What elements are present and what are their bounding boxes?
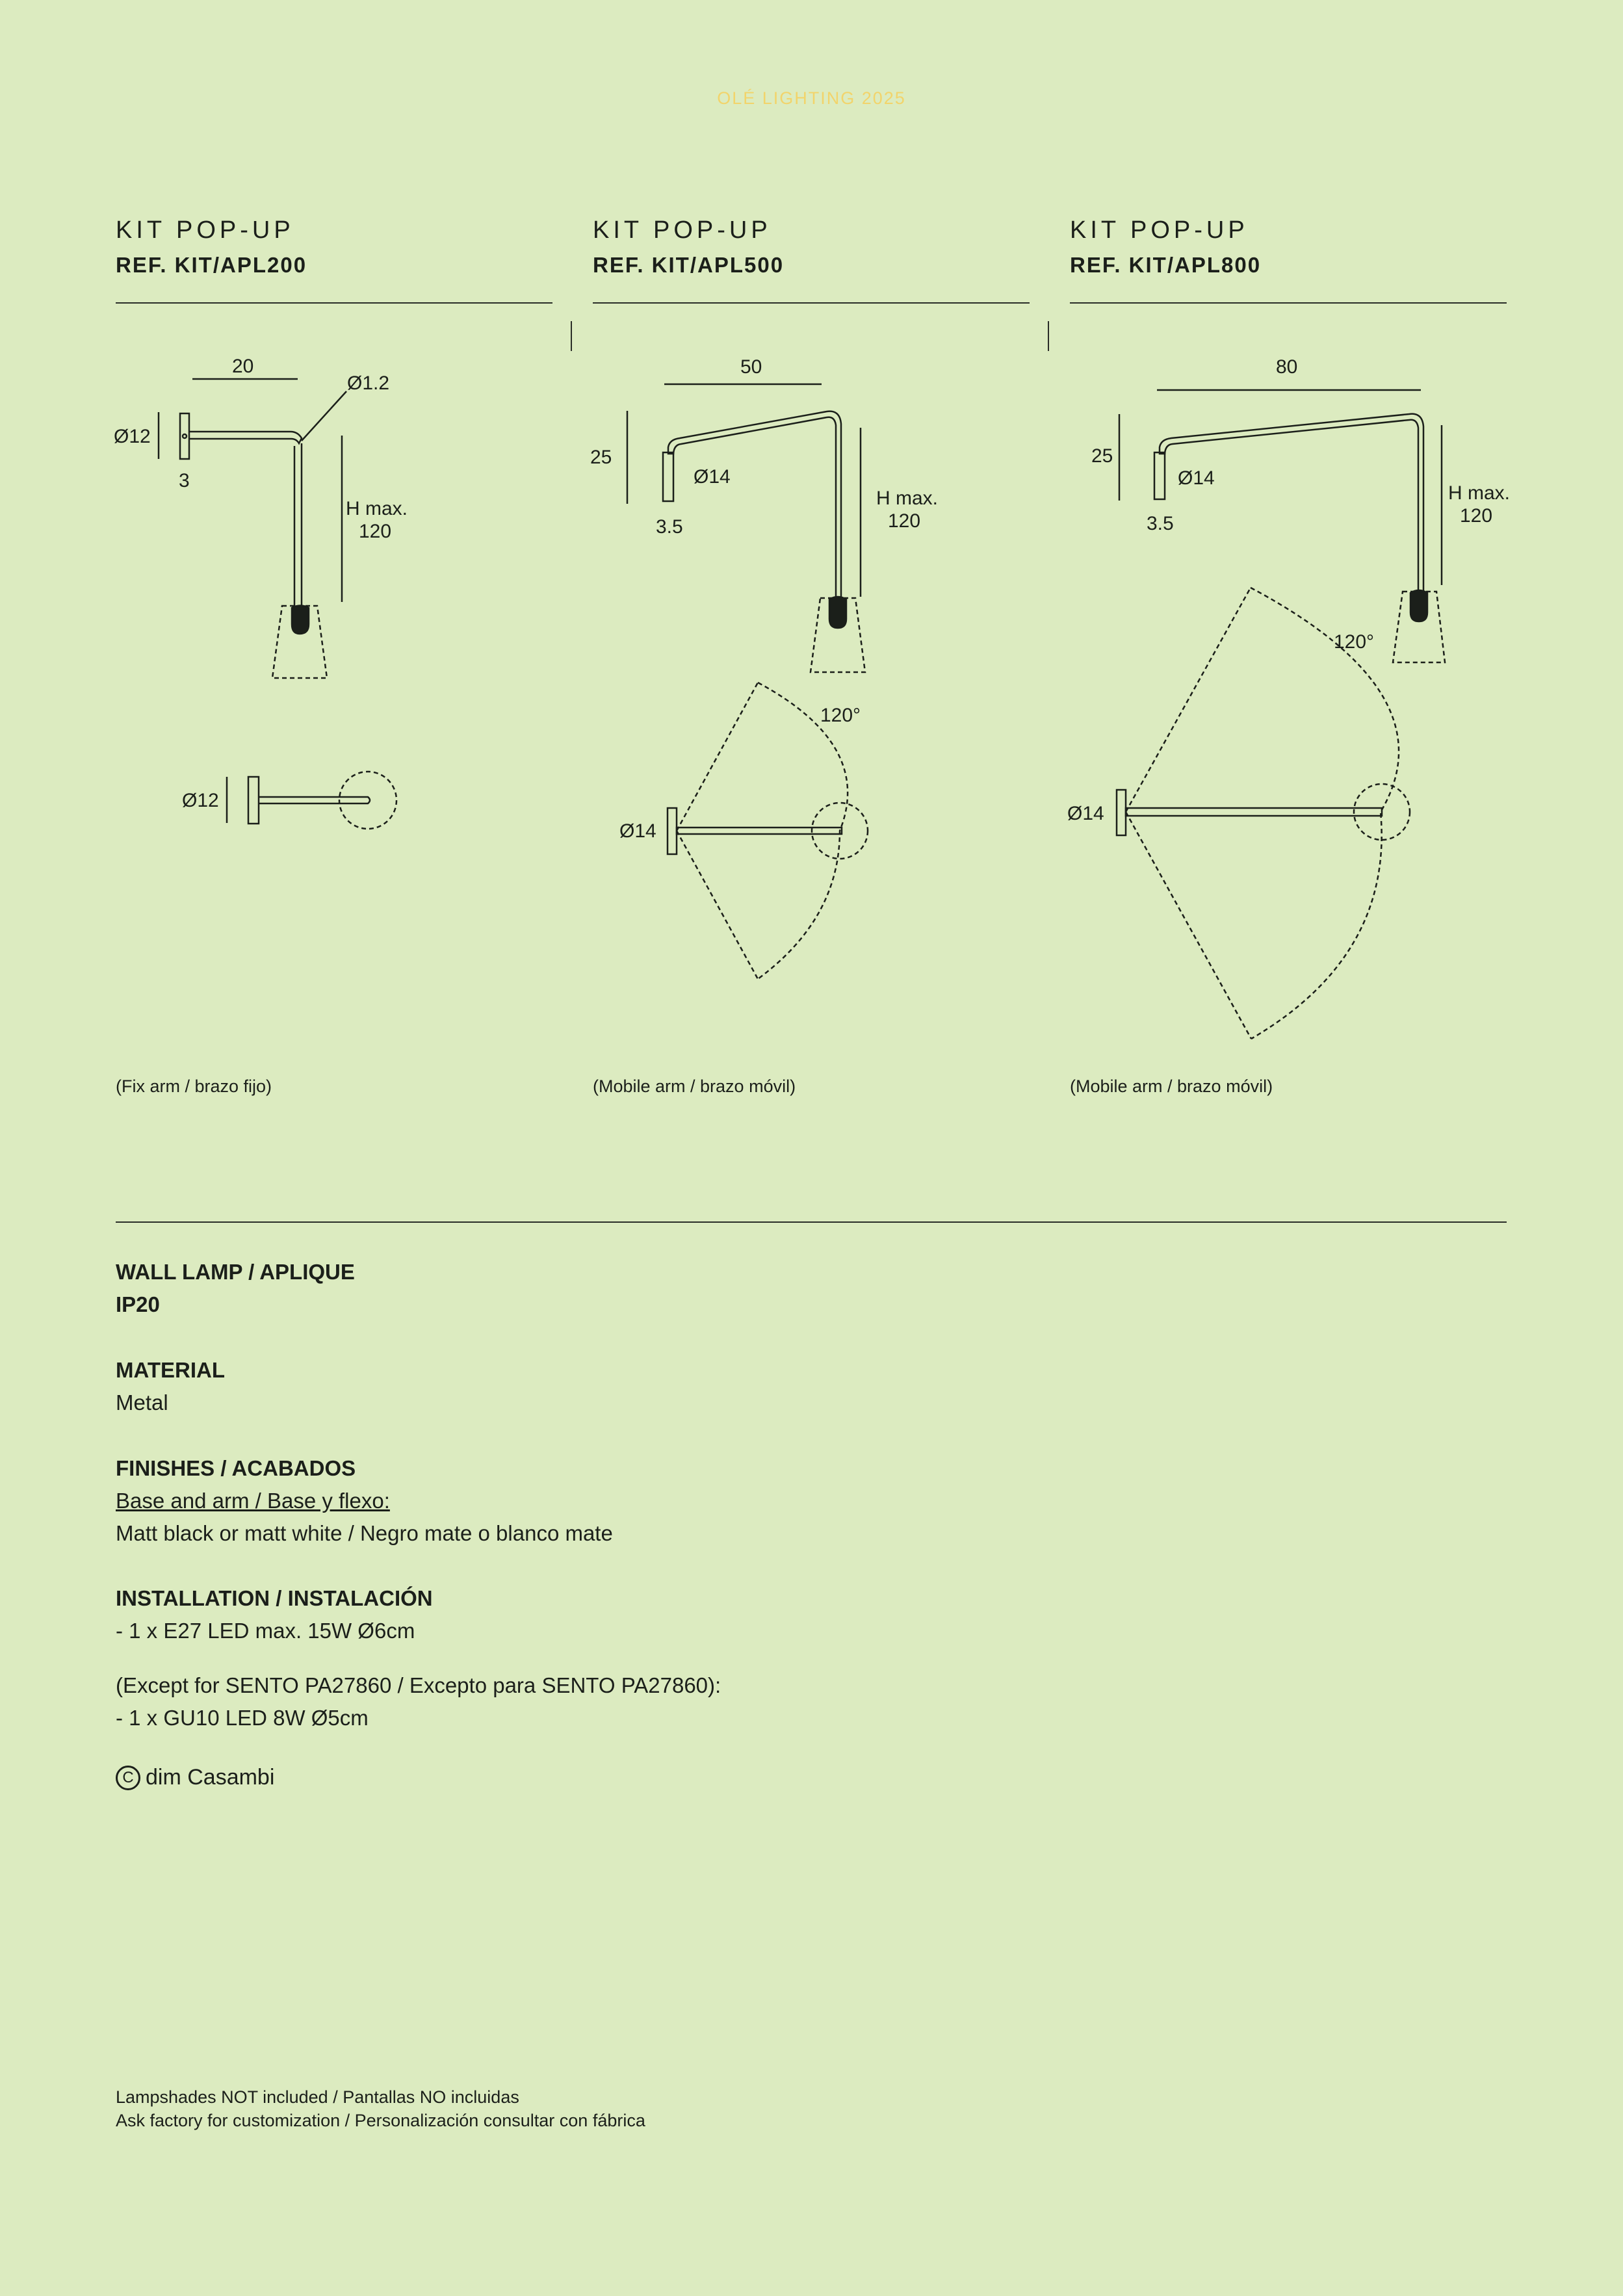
product-caption: (Mobile arm / brazo móvil)	[593, 1076, 796, 1096]
spec-finishes-value: Matt black or matt white / Negro mate o blanco mate	[116, 1521, 613, 1545]
product-caption: (Mobile arm / brazo móvil)	[1070, 1076, 1273, 1096]
spec-installation-heading: INSTALLATION / INSTALACIÓN	[116, 1586, 433, 1610]
dim-rotation-angle: 120°	[1334, 631, 1375, 653]
footer-note-1: Lampshades NOT included / Pantallas NO incluidas	[116, 2087, 519, 2107]
spec-finishes-heading: FINISHES / ACABADOS	[116, 1456, 356, 1480]
spec-installation-block	[116, 1582, 721, 1734]
casambi-label: dim Casambi	[146, 1765, 275, 1790]
dim-base-depth: 3	[179, 470, 190, 491]
arm-tube	[668, 411, 841, 599]
wall-base	[1117, 790, 1126, 835]
dim-base-diameter: Ø14	[694, 466, 731, 488]
arm-tube	[1160, 414, 1423, 593]
spec-finishes-block	[116, 1452, 613, 1550]
dim-height-value: 120	[1460, 505, 1493, 527]
product-title: KIT POP-UP	[1070, 216, 1249, 244]
dim-arm-length: 50	[740, 356, 762, 378]
brand-header: OLÉ LIGHTING 2025	[717, 88, 906, 108]
wall-base	[1154, 452, 1165, 499]
spec-material-heading: MATERIAL	[116, 1358, 226, 1382]
section-divider	[116, 1221, 1507, 1223]
dim-top-base-diameter: Ø14	[619, 820, 656, 842]
dim-base-diameter: Ø14	[1178, 467, 1215, 489]
dim-height-value: 120	[888, 510, 921, 532]
rotation-range	[1126, 588, 1251, 1039]
arm-tube	[189, 432, 302, 443]
drawing-fixed-arm-side	[159, 379, 346, 678]
product-ref: REF. KIT/APL200	[116, 253, 307, 277]
wall-base	[180, 413, 189, 459]
dim-height-label: H max.	[876, 488, 939, 509]
drawing-fixed-arm-top	[227, 772, 396, 829]
arm-tube	[677, 828, 842, 834]
footer-note-2: Ask factory for customization / Personalización consultar con fábrica	[116, 2111, 645, 2130]
dim-arm-length: 80	[1276, 356, 1298, 378]
lamp-socket	[292, 606, 309, 634]
arm-tube	[1126, 808, 1382, 816]
dim-base-depth: 3.5	[656, 516, 683, 538]
spec-material-value: Metal	[116, 1390, 168, 1415]
leader-line	[302, 391, 346, 441]
spec-type-block	[116, 1256, 355, 1321]
spec-installation-line-2: - 1 x GU10 LED 8W Ø5cm	[116, 1706, 369, 1730]
rotation-range	[677, 683, 758, 979]
dim-top-base-diameter: Ø12	[182, 790, 219, 811]
spec-material-block	[116, 1354, 225, 1419]
dim-rise: 25	[1091, 445, 1113, 467]
spec-installation-line-1: - 1 x E27 LED max. 15W Ø6cm	[116, 1619, 415, 1643]
technical-drawings	[0, 0, 1623, 1105]
lamp-socket	[829, 597, 846, 628]
lamp-socket	[1410, 590, 1427, 621]
wall-base	[248, 777, 259, 824]
footer-notes	[116, 2085, 645, 2132]
lampshade-circle	[339, 772, 396, 829]
dim-base-depth: 3.5	[1147, 513, 1174, 534]
product-caption: (Fix arm / brazo fijo)	[116, 1076, 272, 1096]
drawing-mobile-arm-80-top	[1117, 588, 1410, 1039]
rotation-arc	[1251, 588, 1399, 1039]
product-ref: REF. KIT/APL800	[1070, 253, 1262, 277]
wall-base	[663, 452, 673, 501]
rotation-arc	[758, 683, 848, 979]
spec-finishes-subheading: Base and arm / Base y flexo:	[116, 1489, 390, 1513]
dim-arm-length: 20	[232, 356, 254, 377]
product-ref: REF. KIT/APL500	[593, 253, 785, 277]
dim-rise: 25	[590, 447, 612, 468]
spec-type: WALL LAMP / APLIQUE	[116, 1260, 355, 1284]
wall-base	[668, 808, 677, 854]
dim-height-value: 120	[359, 521, 392, 542]
casambi-badge	[116, 1765, 274, 1790]
dim-rotation-angle: 120°	[820, 705, 861, 726]
dim-height-label: H max.	[1448, 482, 1511, 504]
dim-base-diameter: Ø12	[114, 426, 151, 447]
spec-installation-exception: (Except for SENTO PA27860 / Excepto para SENTO PA27860):	[116, 1673, 721, 1697]
product-title: KIT POP-UP	[116, 216, 294, 244]
arm-tube	[259, 797, 370, 803]
dim-top-base-diameter: Ø14	[1067, 803, 1104, 824]
casambi-icon: C	[116, 1766, 140, 1790]
product-title: KIT POP-UP	[593, 216, 772, 244]
spec-ip-rating: IP20	[116, 1292, 160, 1316]
drawing-mobile-arm-50-top	[668, 683, 868, 979]
dim-height-label: H max.	[346, 498, 408, 519]
dim-tube-diameter: Ø1.2	[347, 372, 390, 394]
